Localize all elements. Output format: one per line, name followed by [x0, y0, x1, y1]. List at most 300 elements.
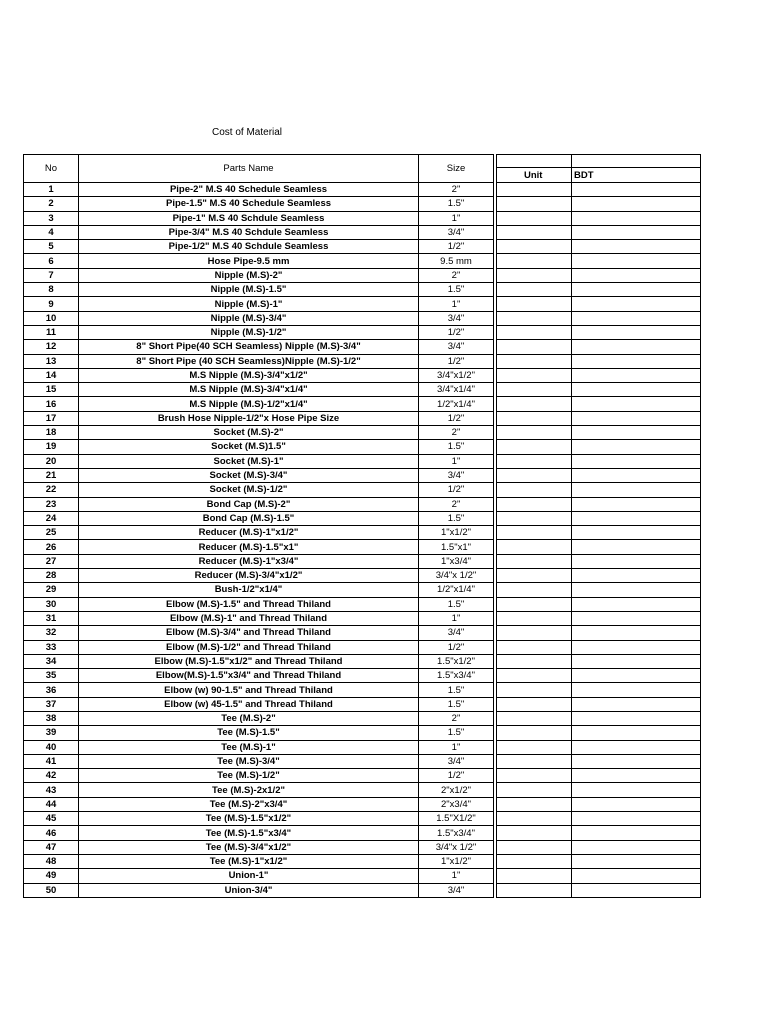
- row-bdt: [572, 812, 701, 826]
- row-no: 46: [24, 826, 79, 840]
- table-row: [24, 297, 701, 311]
- row-size: 1": [419, 611, 494, 625]
- row-size: 3/4": [419, 340, 494, 354]
- row-bdt: [572, 711, 701, 725]
- row-unit: [497, 711, 572, 725]
- row-no: 41: [24, 754, 79, 768]
- row-size: 1.5"x1/2": [419, 654, 494, 668]
- row-size: 1/2": [419, 240, 494, 254]
- row-bdt: [572, 883, 701, 897]
- row-size: 3/4": [419, 311, 494, 325]
- row-unit: [497, 540, 572, 554]
- row-unit: [497, 669, 572, 683]
- row-no: 23: [24, 497, 79, 511]
- row-no: 25: [24, 526, 79, 540]
- row-size: 3/4": [419, 626, 494, 640]
- table-row: [24, 397, 701, 411]
- row-bdt: [572, 211, 701, 225]
- row-bdt: [572, 526, 701, 540]
- row-size: 1": [419, 211, 494, 225]
- row-bdt: [572, 697, 701, 711]
- row-bdt: [572, 783, 701, 797]
- row-no: 49: [24, 869, 79, 883]
- row-parts-name: Tee (M.S)-2x1/2": [79, 783, 419, 797]
- table-row: [24, 354, 701, 368]
- row-unit: [497, 740, 572, 754]
- row-unit: [497, 397, 572, 411]
- row-unit: [497, 211, 572, 225]
- table-row: [24, 383, 701, 397]
- row-unit: [497, 383, 572, 397]
- row-parts-name: Tee (M.S)-3/4"x1/2": [79, 840, 419, 854]
- row-unit: [497, 497, 572, 511]
- row-bdt: [572, 283, 701, 297]
- row-unit: [497, 754, 572, 768]
- row-size: 1/2": [419, 354, 494, 368]
- row-no: 44: [24, 797, 79, 811]
- table-row: [24, 440, 701, 454]
- row-size: 1": [419, 297, 494, 311]
- row-parts-name: Reducer (M.S)-1"x3/4": [79, 554, 419, 568]
- row-no: 13: [24, 354, 79, 368]
- row-size: 2": [419, 183, 494, 197]
- row-bdt: [572, 368, 701, 382]
- row-size: 1.5": [419, 511, 494, 525]
- row-no: 2: [24, 197, 79, 211]
- row-size: 1"x1/2": [419, 526, 494, 540]
- table-row: [24, 497, 701, 511]
- row-parts-name: M.S Nipple (M.S)-3/4"x1/2": [79, 368, 419, 382]
- row-bdt: [572, 540, 701, 554]
- row-parts-name: Nipple (M.S)-1.5": [79, 283, 419, 297]
- row-parts-name: Tee (M.S)-1.5"x3/4": [79, 826, 419, 840]
- table-row: [24, 183, 701, 197]
- row-bdt: [572, 254, 701, 268]
- header-unit-label: Unit: [497, 167, 571, 182]
- row-unit: [497, 354, 572, 368]
- row-bdt: [572, 583, 701, 597]
- row-bdt: [572, 726, 701, 740]
- row-bdt: [572, 640, 701, 654]
- table-row: [24, 283, 701, 297]
- row-unit: [497, 483, 572, 497]
- table-row: [24, 325, 701, 339]
- row-size: 1/2": [419, 483, 494, 497]
- table-row: [24, 840, 701, 854]
- row-size: 1.5"x1": [419, 540, 494, 554]
- row-size: 2": [419, 268, 494, 282]
- row-no: 47: [24, 840, 79, 854]
- row-unit: [497, 797, 572, 811]
- row-unit: [497, 511, 572, 525]
- row-parts-name: Reducer (M.S)-3/4"x1/2": [79, 569, 419, 583]
- row-unit: [497, 569, 572, 583]
- row-size: 1.5": [419, 726, 494, 740]
- table-row: [24, 654, 701, 668]
- row-size: 1.5": [419, 683, 494, 697]
- row-parts-name: Tee (M.S)-3/4": [79, 754, 419, 768]
- row-parts-name: Tee (M.S)-1": [79, 740, 419, 754]
- row-unit: [497, 411, 572, 425]
- row-bdt: [572, 426, 701, 440]
- row-parts-name: Tee (M.S)-2"x3/4": [79, 797, 419, 811]
- row-size: 2"x3/4": [419, 797, 494, 811]
- row-unit: [497, 883, 572, 897]
- row-no: 22: [24, 483, 79, 497]
- row-size: 2": [419, 711, 494, 725]
- table-row: [24, 683, 701, 697]
- row-unit: [497, 197, 572, 211]
- row-size: 1/2": [419, 411, 494, 425]
- row-bdt: [572, 340, 701, 354]
- row-unit: [497, 268, 572, 282]
- row-unit: [497, 783, 572, 797]
- row-bdt: [572, 268, 701, 282]
- row-size: 1.5"x3/4": [419, 669, 494, 683]
- table-row: [24, 368, 701, 382]
- row-unit: [497, 697, 572, 711]
- row-no: 20: [24, 454, 79, 468]
- row-parts-name: Pipe-1/2" M.S 40 Schdule Seamless: [79, 240, 419, 254]
- table-row: [24, 240, 701, 254]
- row-no: 39: [24, 726, 79, 740]
- row-bdt: [572, 683, 701, 697]
- table-row: [24, 754, 701, 768]
- header-unit: [497, 155, 572, 183]
- row-bdt: [572, 740, 701, 754]
- row-bdt: [572, 597, 701, 611]
- row-bdt: [572, 554, 701, 568]
- table-row: [24, 411, 701, 425]
- row-unit: [497, 640, 572, 654]
- table-row: [24, 540, 701, 554]
- row-parts-name: M.S Nipple (M.S)-3/4"x1/4": [79, 383, 419, 397]
- row-bdt: [572, 440, 701, 454]
- row-no: 31: [24, 611, 79, 625]
- row-bdt: [572, 754, 701, 768]
- row-size: 3/4": [419, 754, 494, 768]
- row-unit: [497, 325, 572, 339]
- row-no: 24: [24, 511, 79, 525]
- row-no: 21: [24, 468, 79, 482]
- row-parts-name: Pipe-2" M.S 40 Schedule Seamless: [79, 183, 419, 197]
- row-parts-name: 8" Short Pipe(40 SCH Seamless) Nipple (M.S)-3/4": [79, 340, 419, 354]
- row-no: 17: [24, 411, 79, 425]
- row-parts-name: Pipe-1" M.S 40 Schdule Seamless: [79, 211, 419, 225]
- row-bdt: [572, 225, 701, 239]
- header-bdt-label: BDT: [572, 167, 700, 182]
- row-bdt: [572, 311, 701, 325]
- row-size: 1/2": [419, 640, 494, 654]
- row-no: 15: [24, 383, 79, 397]
- row-size: 1.5": [419, 197, 494, 211]
- row-parts-name: Socket (M.S)-1/2": [79, 483, 419, 497]
- row-unit: [497, 426, 572, 440]
- row-size: 1/2": [419, 325, 494, 339]
- row-size: 1.5": [419, 697, 494, 711]
- row-unit: [497, 769, 572, 783]
- row-size: 1"x3/4": [419, 554, 494, 568]
- table-row: [24, 769, 701, 783]
- table-row: [24, 554, 701, 568]
- row-no: 50: [24, 883, 79, 897]
- row-unit: [497, 368, 572, 382]
- row-size: 1/2"x1/4": [419, 583, 494, 597]
- row-size: 3/4"x1/2": [419, 368, 494, 382]
- row-no: 26: [24, 540, 79, 554]
- row-parts-name: Reducer (M.S)-1"x1/2": [79, 526, 419, 540]
- row-no: 9: [24, 297, 79, 311]
- row-unit: [497, 468, 572, 482]
- row-size: 2": [419, 426, 494, 440]
- row-bdt: [572, 240, 701, 254]
- row-no: 40: [24, 740, 79, 754]
- row-unit: [497, 597, 572, 611]
- table-row: [24, 526, 701, 540]
- row-unit: [497, 726, 572, 740]
- row-bdt: [572, 397, 701, 411]
- row-parts-name: Pipe-1.5" M.S 40 Schedule Seamless: [79, 197, 419, 211]
- row-bdt: [572, 611, 701, 625]
- row-unit: [497, 526, 572, 540]
- table-row: [24, 711, 701, 725]
- row-parts-name: Socket (M.S)1.5": [79, 440, 419, 454]
- row-no: 16: [24, 397, 79, 411]
- row-parts-name: Tee (M.S)-1.5"x1/2": [79, 812, 419, 826]
- row-unit: [497, 340, 572, 354]
- table-row: [24, 812, 701, 826]
- row-parts-name: Tee (M.S)-1.5": [79, 726, 419, 740]
- row-bdt: [572, 483, 701, 497]
- row-parts-name: Elbow (M.S)-1/2" and Thread Thiland: [79, 640, 419, 654]
- table-row: [24, 669, 701, 683]
- table-header-row: [24, 155, 701, 183]
- row-no: 33: [24, 640, 79, 654]
- row-no: 42: [24, 769, 79, 783]
- row-no: 5: [24, 240, 79, 254]
- row-parts-name: Elbow (M.S)-3/4" and Thread Thiland: [79, 626, 419, 640]
- row-unit: [497, 225, 572, 239]
- row-size: 3/4": [419, 883, 494, 897]
- row-bdt: [572, 869, 701, 883]
- row-unit: [497, 826, 572, 840]
- row-parts-name: Tee (M.S)-1/2": [79, 769, 419, 783]
- row-unit: [497, 254, 572, 268]
- row-no: 3: [24, 211, 79, 225]
- row-parts-name: Nipple (M.S)-1/2": [79, 325, 419, 339]
- row-size: 3/4"x1/4": [419, 383, 494, 397]
- row-no: 1: [24, 183, 79, 197]
- row-unit: [497, 240, 572, 254]
- row-no: 6: [24, 254, 79, 268]
- row-bdt: [572, 468, 701, 482]
- row-parts-name: Elbow (M.S)-1" and Thread Thiland: [79, 611, 419, 625]
- row-parts-name: Nipple (M.S)-3/4": [79, 311, 419, 325]
- table-row: [24, 611, 701, 625]
- row-no: 28: [24, 569, 79, 583]
- row-parts-name: 8" Short Pipe (40 SCH Seamless)Nipple (M.S)-1/2": [79, 354, 419, 368]
- table-row: [24, 854, 701, 868]
- row-no: 11: [24, 325, 79, 339]
- row-size: 2": [419, 497, 494, 511]
- row-unit: [497, 297, 572, 311]
- row-no: 43: [24, 783, 79, 797]
- table-row: [24, 211, 701, 225]
- row-parts-name: Bond Cap (M.S)-1.5": [79, 511, 419, 525]
- row-no: 38: [24, 711, 79, 725]
- table-row: [24, 797, 701, 811]
- sheet-title: Cost of Material: [212, 127, 283, 138]
- row-parts-name: Brush Hose Nipple-1/2"x Hose Pipe Size: [79, 411, 419, 425]
- row-size: 1.5": [419, 440, 494, 454]
- row-size: 1": [419, 869, 494, 883]
- row-parts-name: Tee (M.S)-2": [79, 711, 419, 725]
- row-no: 48: [24, 854, 79, 868]
- row-parts-name: Elbow (w) 45-1.5" and Thread Thiland: [79, 697, 419, 711]
- row-bdt: [572, 626, 701, 640]
- table-row: [24, 626, 701, 640]
- row-bdt: [572, 797, 701, 811]
- row-bdt: [572, 840, 701, 854]
- row-bdt: [572, 411, 701, 425]
- row-size: 1/2"x1/4": [419, 397, 494, 411]
- table-row: [24, 597, 701, 611]
- row-parts-name: Reducer (M.S)-1.5"x1": [79, 540, 419, 554]
- material-cost-table: [23, 154, 701, 898]
- row-no: 4: [24, 225, 79, 239]
- table-row: [24, 254, 701, 268]
- header-size: Size: [419, 155, 494, 183]
- row-bdt: [572, 569, 701, 583]
- row-size: 1": [419, 740, 494, 754]
- row-no: 19: [24, 440, 79, 454]
- row-size: 1"x1/2": [419, 854, 494, 868]
- table-row: [24, 468, 701, 482]
- table-row: [24, 783, 701, 797]
- table-row: [24, 311, 701, 325]
- row-unit: [497, 854, 572, 868]
- row-size: 3/4"x 1/2": [419, 840, 494, 854]
- row-no: 7: [24, 268, 79, 282]
- row-size: 1": [419, 454, 494, 468]
- row-unit: [497, 554, 572, 568]
- row-bdt: [572, 826, 701, 840]
- row-parts-name: Elbow (M.S)-1.5"x1/2" and Thread Thiland: [79, 654, 419, 668]
- table-row: [24, 869, 701, 883]
- table-row: [24, 483, 701, 497]
- row-unit: [497, 654, 572, 668]
- row-parts-name: Bush-1/2"x1/4": [79, 583, 419, 597]
- row-no: 36: [24, 683, 79, 697]
- table-row: [24, 197, 701, 211]
- row-parts-name: Pipe-3/4" M.S 40 Schdule Seamless: [79, 225, 419, 239]
- table-row: [24, 569, 701, 583]
- row-no: 34: [24, 654, 79, 668]
- table-row: [24, 454, 701, 468]
- row-unit: [497, 454, 572, 468]
- table-row: [24, 583, 701, 597]
- row-parts-name: Socket (M.S)-1": [79, 454, 419, 468]
- row-no: 14: [24, 368, 79, 382]
- row-size: 9.5 mm: [419, 254, 494, 268]
- row-bdt: [572, 769, 701, 783]
- row-size: 2"x1/2": [419, 783, 494, 797]
- row-no: 27: [24, 554, 79, 568]
- row-no: 30: [24, 597, 79, 611]
- row-no: 45: [24, 812, 79, 826]
- row-size: 1.5": [419, 597, 494, 611]
- row-unit: [497, 440, 572, 454]
- header-no: No: [24, 155, 79, 183]
- row-size: 3/4"x 1/2": [419, 569, 494, 583]
- table-row: [24, 883, 701, 897]
- row-size: 1.5"X1/2": [419, 812, 494, 826]
- row-unit: [497, 611, 572, 625]
- row-unit: [497, 840, 572, 854]
- table-row: [24, 740, 701, 754]
- table-row: [24, 340, 701, 354]
- row-bdt: [572, 654, 701, 668]
- row-no: 37: [24, 697, 79, 711]
- row-parts-name: Tee (M.S)-1"x1/2": [79, 854, 419, 868]
- table-row: [24, 511, 701, 525]
- row-bdt: [572, 669, 701, 683]
- row-bdt: [572, 854, 701, 868]
- table-row: [24, 726, 701, 740]
- row-parts-name: Elbow(M.S)-1.5"x3/4" and Thread Thiland: [79, 669, 419, 683]
- row-no: 35: [24, 669, 79, 683]
- row-bdt: [572, 197, 701, 211]
- row-bdt: [572, 297, 701, 311]
- row-bdt: [572, 497, 701, 511]
- row-unit: [497, 183, 572, 197]
- header-bdt: [572, 155, 701, 183]
- row-unit: [497, 626, 572, 640]
- row-unit: [497, 812, 572, 826]
- row-no: 8: [24, 283, 79, 297]
- row-bdt: [572, 354, 701, 368]
- row-unit: [497, 583, 572, 597]
- row-parts-name: Elbow (M.S)-1.5" and Thread Thiland: [79, 597, 419, 611]
- row-parts-name: Elbow (w) 90-1.5" and Thread Thiland: [79, 683, 419, 697]
- row-unit: [497, 311, 572, 325]
- row-size: 3/4": [419, 225, 494, 239]
- table-row: [24, 426, 701, 440]
- row-parts-name: Nipple (M.S)-2": [79, 268, 419, 282]
- row-bdt: [572, 383, 701, 397]
- row-size: 1/2": [419, 769, 494, 783]
- row-no: 29: [24, 583, 79, 597]
- row-no: 12: [24, 340, 79, 354]
- table-row: [24, 826, 701, 840]
- row-bdt: [572, 325, 701, 339]
- table-row: [24, 268, 701, 282]
- row-parts-name: Union-1": [79, 869, 419, 883]
- row-parts-name: Nipple (M.S)-1": [79, 297, 419, 311]
- row-parts-name: Hose Pipe-9.5 mm: [79, 254, 419, 268]
- table-row: [24, 640, 701, 654]
- row-size: 3/4": [419, 468, 494, 482]
- row-unit: [497, 283, 572, 297]
- row-bdt: [572, 454, 701, 468]
- row-no: 18: [24, 426, 79, 440]
- row-size: 1.5"x3/4": [419, 826, 494, 840]
- header-parts-name: Parts Name: [79, 155, 419, 183]
- row-unit: [497, 869, 572, 883]
- row-unit: [497, 683, 572, 697]
- row-no: 10: [24, 311, 79, 325]
- row-no: 32: [24, 626, 79, 640]
